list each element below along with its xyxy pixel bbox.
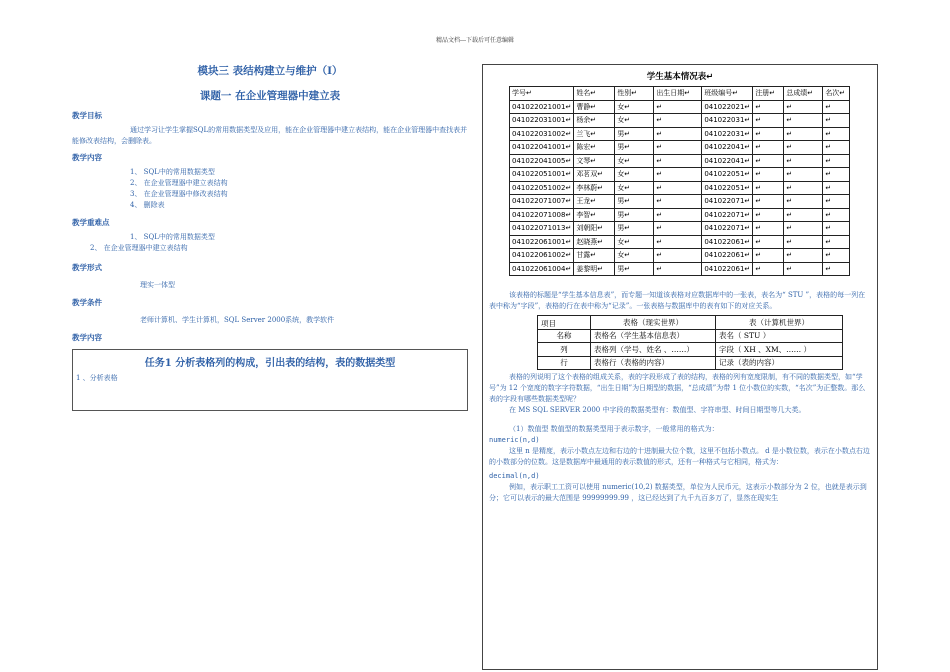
table-cell: 女↵ <box>615 114 654 128</box>
paragraph: 例如，表示职工工资可以使用 numeric(10,2) 数据类型，单位为人民币元，这表示小数部分为 2 位，也就是表示到分；它可以表示的最大范围是 99999999.99 ，这已经达到了九千九百多万了，显然在现实生 <box>489 483 867 502</box>
table-cell: ↵ <box>654 154 702 168</box>
table-cell: 赵晓燕↵ <box>574 235 615 249</box>
table-row <box>510 249 850 263</box>
table-cell: ↵ <box>753 141 784 155</box>
table-cell: ↵ <box>823 235 850 249</box>
table-cell: ↵ <box>654 168 702 182</box>
table-cell: ↵ <box>753 222 784 236</box>
table-cell: 041022051↵ <box>702 168 753 182</box>
content-heading: 教学内容 <box>72 153 102 162</box>
table-cell: 男↵ <box>615 195 654 209</box>
table-cell: ↵ <box>753 249 784 263</box>
student-table-title: 学生基本情况表↵ <box>646 72 714 82</box>
table-cell: ↵ <box>753 168 784 182</box>
task-item: 1 、分析表格 <box>76 374 118 382</box>
table-cell: 041022031002↵ <box>510 127 574 141</box>
table-cell: ↵ <box>784 235 823 249</box>
table-cell: ↵ <box>654 100 702 114</box>
table-cell: ↵ <box>654 114 702 128</box>
relation-cell: 名称 <box>538 329 591 343</box>
code-line: numeric(n,d) <box>489 436 540 444</box>
table-row <box>510 262 850 276</box>
table-cell: 女↵ <box>615 249 654 263</box>
table-cell: 041022061002↵ <box>510 249 574 263</box>
table-cell: 男↵ <box>615 127 654 141</box>
content-list <box>130 167 468 211</box>
table-cell: ↵ <box>784 222 823 236</box>
column-header: 姓名↵ <box>574 87 615 101</box>
relation-table <box>537 315 843 370</box>
table-cell: 041022071↵ <box>702 195 753 209</box>
relation-head-mid: 表格（现实世界） <box>591 316 716 330</box>
table-cell: ↵ <box>753 208 784 222</box>
table-cell: 女↵ <box>615 181 654 195</box>
table-cell: 男↵ <box>615 141 654 155</box>
table-cell: 女↵ <box>615 100 654 114</box>
table-cell: 041022071↵ <box>702 222 753 236</box>
table-cell: 姜黎明↵ <box>574 262 615 276</box>
table-cell: ↵ <box>784 168 823 182</box>
table-cell: ↵ <box>753 181 784 195</box>
relation-cell: 列 <box>538 343 591 357</box>
table-cell: ↵ <box>654 127 702 141</box>
table-cell: ↵ <box>654 141 702 155</box>
table-cell: 女↵ <box>615 235 654 249</box>
table-cell: 041022041↵ <box>702 154 753 168</box>
table-row <box>510 195 850 209</box>
table-cell: 041022071013↵ <box>510 222 574 236</box>
table-cell: 041022071008↵ <box>510 208 574 222</box>
key-points-heading: 教学重难点 <box>72 218 110 227</box>
table-cell: ↵ <box>753 127 784 141</box>
table-cell: ↵ <box>823 262 850 276</box>
right-body <box>483 290 877 504</box>
table-cell: 041022071007↵ <box>510 195 574 209</box>
table-cell: ↵ <box>753 114 784 128</box>
student-table <box>509 86 850 276</box>
table-cell: ↵ <box>654 222 702 236</box>
table-header-row <box>510 87 850 101</box>
table-cell: 041022021↵ <box>702 100 753 114</box>
table-row <box>510 168 850 182</box>
table-cell: 男↵ <box>615 262 654 276</box>
table-cell: ↵ <box>823 127 850 141</box>
relation-cell: 表格列（学号、姓名 、……） <box>591 343 716 357</box>
column-header: 学号↵ <box>510 87 574 101</box>
table-cell: 041022041001↵ <box>510 141 574 155</box>
table-cell: 女↵ <box>615 168 654 182</box>
list-item: 1、 SQL中的常用数据类型 <box>130 233 215 241</box>
table-cell: ↵ <box>823 168 850 182</box>
module-title: 模块三 表结构建立与维护（I） <box>197 65 343 77</box>
table-cell: ↵ <box>784 154 823 168</box>
key-points-list <box>72 232 468 254</box>
table-cell: 041022051002↵ <box>510 181 574 195</box>
column-header: 班级编号↵ <box>702 87 753 101</box>
task-box <box>72 349 468 411</box>
table-cell: 041022051↵ <box>702 181 753 195</box>
code-line: decimal(n,d) <box>489 472 540 480</box>
relation-head-right: 表（计算机世界） <box>716 316 843 330</box>
content2-heading: 教学内容 <box>72 333 102 342</box>
table-cell: ↵ <box>784 262 823 276</box>
right-column <box>482 64 878 670</box>
column-header: 性别↵ <box>615 87 654 101</box>
table-cell: ↵ <box>784 181 823 195</box>
table-cell: 041022051001↵ <box>510 168 574 182</box>
relation-cell: 字段（ XH 、XM、…… ） <box>716 343 843 357</box>
table-cell: ↵ <box>823 249 850 263</box>
form-text: 理实一体型 <box>140 281 175 289</box>
column-header: 名次↵ <box>823 87 850 101</box>
lesson-title: 课题一 在企业管理器中建立表 <box>199 90 341 102</box>
relation-cell: 表格名（学生基本信息表） <box>591 329 716 343</box>
table-row <box>510 100 850 114</box>
column-header: 总成绩↵ <box>784 87 823 101</box>
table-cell: 041022041↵ <box>702 141 753 155</box>
table-cell: ↵ <box>753 262 784 276</box>
table-cell: ↵ <box>654 249 702 263</box>
relation-cell: 表格行（表格的内容） <box>591 356 716 370</box>
table-cell: ↵ <box>784 127 823 141</box>
table-row <box>510 181 850 195</box>
table-cell: 李智↵ <box>574 208 615 222</box>
paragraph: 在 MS SQL SERVER 2000 中字段的数据类型有：数值型、字符串型、时间日期型等几大类。 <box>509 406 806 414</box>
table-cell: ↵ <box>823 208 850 222</box>
table-cell: ↵ <box>784 249 823 263</box>
table-cell: 041022071↵ <box>702 208 753 222</box>
objective-heading: 教学目标 <box>72 111 102 120</box>
table-cell: ↵ <box>753 195 784 209</box>
table-cell: 041022061001↵ <box>510 235 574 249</box>
table-row <box>510 235 850 249</box>
table-cell: ↵ <box>823 114 850 128</box>
table-cell: ↵ <box>823 181 850 195</box>
list-item: 2、 在企业管理器中建立表结构 <box>90 244 188 252</box>
table-cell: 王龙↵ <box>574 195 615 209</box>
conditions-text: 老师计算机、学生计算机，SQL Server 2000系统，教学软件 <box>140 316 335 324</box>
table-cell: 男↵ <box>615 208 654 222</box>
table-cell: ↵ <box>654 262 702 276</box>
table-cell: ↵ <box>654 195 702 209</box>
table-cell: 女↵ <box>615 154 654 168</box>
table-cell: ↵ <box>753 154 784 168</box>
table-cell: 041022061↵ <box>702 235 753 249</box>
table-cell: 甘露↵ <box>574 249 615 263</box>
table-cell: ↵ <box>753 100 784 114</box>
table-cell: ↵ <box>784 141 823 155</box>
page-header: 精品文档---下载后可任意编辑 <box>435 37 515 44</box>
table-cell: ↵ <box>654 235 702 249</box>
table-cell: ↵ <box>784 114 823 128</box>
paragraph: 表格的列说明了这个表格的组成关系，表的字段形成了表的结构，表格的列有宽度限制，有不同的数据类型，如“学号”为 12 个宽度的数字字符数据，“出生日期”为日期型的数据，“总成绩”为带 1 位小数位的实数，“名次”为正整数。那么表的字段有哪些数据类型呢？ <box>489 373 866 403</box>
table-cell: 041022021001↵ <box>510 100 574 114</box>
column-header: 出生日期↵ <box>654 87 702 101</box>
table-cell: ↵ <box>823 222 850 236</box>
table-cell: 陈宏↵ <box>574 141 615 155</box>
table-row <box>510 208 850 222</box>
table-cell: ↵ <box>823 100 850 114</box>
task-title: 任务1 分析表格列的构成，引出表的结构，表的数据类型 <box>144 358 396 369</box>
paragraph: 这里 n 是精度，表示小数点左边和右边的十进制最大位个数，这里不包括小数点。 d 是小数位数，表示在小数点右边的小数部分的位数。这是数据库中最通用的表示数值的形式，还有一种格式与它相同，格式为： <box>489 447 870 466</box>
table-cell: ↵ <box>823 141 850 155</box>
table-cell: 男↵ <box>615 222 654 236</box>
table-cell: 041022061↵ <box>702 262 753 276</box>
table-cell: ↵ <box>654 181 702 195</box>
table-cell: 041022061↵ <box>702 249 753 263</box>
relation-cell: 表名（ STU ） <box>716 329 843 343</box>
table-cell: 041022061004↵ <box>510 262 574 276</box>
table-cell: 杨余↵ <box>574 114 615 128</box>
table-row <box>510 222 850 236</box>
table-row <box>510 141 850 155</box>
list-item: 4、 删除表 <box>130 201 165 209</box>
table-cell: 曹静↵ <box>574 100 615 114</box>
relation-head-left: 项目 <box>538 316 591 330</box>
list-item: 3、 在企业管理器中修改表结构 <box>130 190 228 198</box>
table-cell: ↵ <box>784 100 823 114</box>
table-cell: ↵ <box>753 235 784 249</box>
table-row <box>510 154 850 168</box>
table-cell: 刘朝阳↵ <box>574 222 615 236</box>
table-cell: 041022031001↵ <box>510 114 574 128</box>
relation-cell: 行 <box>538 356 591 370</box>
list-item: 1、 SQL中的常用数据类型 <box>130 168 215 176</box>
table-cell: ↵ <box>784 208 823 222</box>
paragraph: 该表格的标题是“学生基本信息表”，而专题一知道该表格对应数据库中的一张表，表名为“ STU ”，表格的每一列在表中称为“字段”，表格的行在表中称为“记录”。一张表格与数据库中的表有如下的对应关系。 <box>489 291 866 310</box>
table-cell: ↵ <box>823 154 850 168</box>
table-row <box>510 127 850 141</box>
student-rows <box>510 100 850 276</box>
objective-text: 通过学习让学生掌握SQL的常用数据类型及应用，能在企业管理器中建立表结构，能在企业管理器中查找表并能修改表结构，会删除表。 <box>72 126 468 145</box>
list-item: 2、 在企业管理器中建立表结构 <box>130 179 228 187</box>
paragraph: （1）数值型 数值型的数据类型用于表示数字，一般常用的格式为： <box>509 425 719 433</box>
table-cell: ↵ <box>654 208 702 222</box>
form-heading: 教学形式 <box>72 263 102 272</box>
table-cell: 041022041005↵ <box>510 154 574 168</box>
table-cell: 李林蔚↵ <box>574 181 615 195</box>
table-row <box>510 114 850 128</box>
table-cell: ↵ <box>823 195 850 209</box>
table-cell: 文琴↵ <box>574 154 615 168</box>
conditions-heading: 教学条件 <box>72 298 102 307</box>
left-column <box>72 60 468 411</box>
table-cell: ↵ <box>784 195 823 209</box>
relation-cell: 记录（表的内容） <box>716 356 843 370</box>
table-cell: 041022031↵ <box>702 127 753 141</box>
table-cell: 兰飞↵ <box>574 127 615 141</box>
column-header: 注册↵ <box>753 87 784 101</box>
table-cell: 邓茗双↵ <box>574 168 615 182</box>
table-cell: 041022031↵ <box>702 114 753 128</box>
